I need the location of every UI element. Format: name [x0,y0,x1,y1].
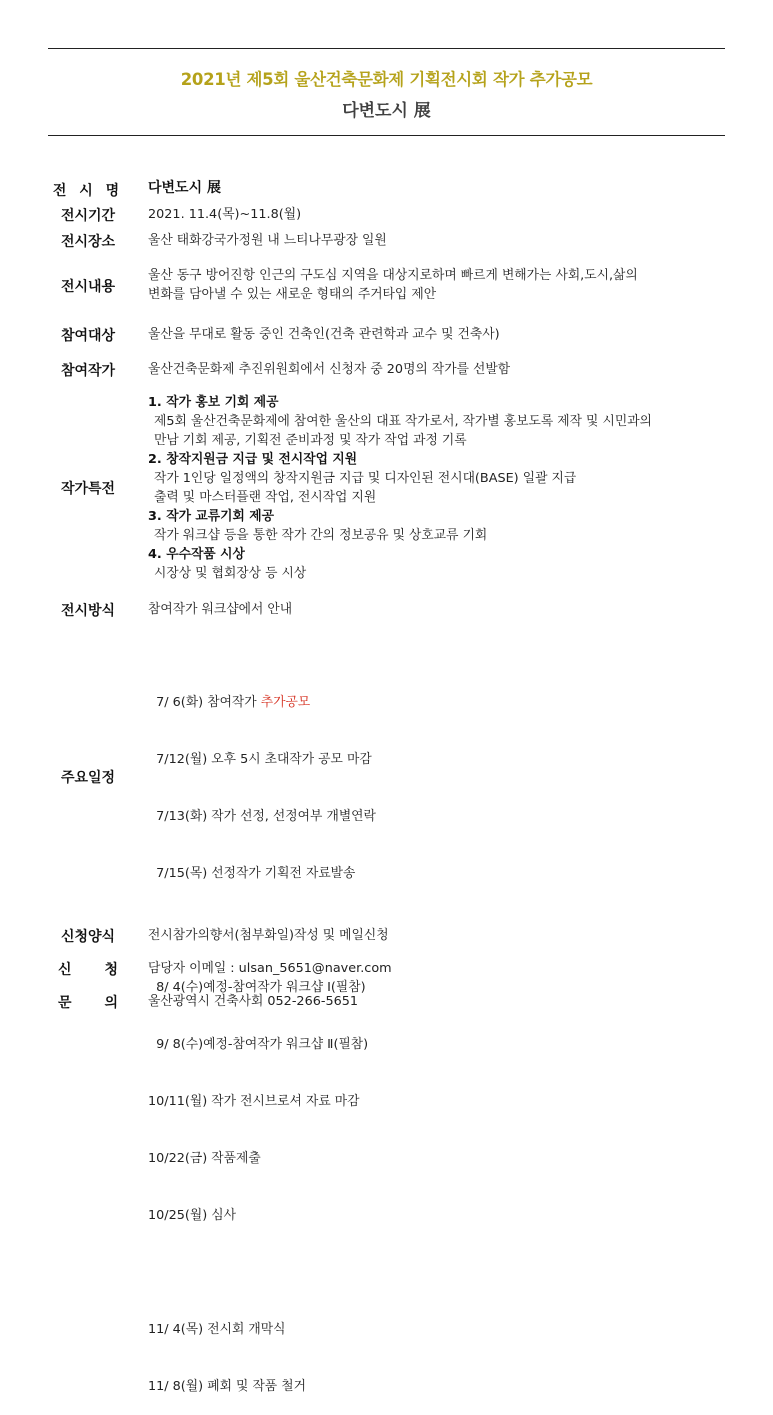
row-label-apply: 신 청 [58,962,118,978]
schedule-line: 7/15(목) 선정작가 기획전 자료발송 [148,866,356,881]
top-rule [48,48,725,49]
row-label-benefits: 작가특전 [60,481,116,497]
schedule-line: 7/ 6(화) 참여작가 추가공모 [148,695,311,710]
page-subtitle: 다변도시 展 [342,101,431,121]
page-title: 2021년 제5회 울산건축문화제 기획전시회 작가 추가공모 [180,70,593,89]
row-value-name: 다변도시 展 [148,180,221,196]
benefit-line: 시장상 및 협회장상 등 시상 [154,566,307,581]
benefit-title: 3. 작가 교류기회 제공 [148,509,275,524]
row-value-artists: 울산건축문화제 추진위원회에서 신청자 중 20명의 작가를 선발함 [148,362,511,377]
benefit-line: 작가 1인당 일정액의 창작지원금 지급 및 디자인된 전시대(BASE) 일괄 지급 [154,471,577,486]
benefit-title: 1. 작가 홍보 기회 제공 [148,395,279,410]
benefit-line: 출력 및 마스터플랜 작업, 전시작업 지원 [154,490,377,505]
row-label-inquiry: 문 의 [58,995,118,1011]
benefit-line: 작가 워크샵 등을 통한 작가 간의 정보공유 및 상호교류 기회 [154,528,488,543]
row-value-inquiry: 울산광역시 건축사회 052-266-5651 [148,994,359,1009]
schedule-line: 10/25(월) 심사 [148,1208,237,1223]
row-label-schedule: 주요일정 [60,770,116,786]
schedule-line: 10/11(월) 작가 전시브로셔 자료 마감 [148,1094,360,1109]
row-value-target: 울산을 무대로 활동 중인 건축인(건축 관련학과 교수 및 건축사) [148,327,500,342]
row-label-content: 전시내용 [60,279,116,295]
row-value-place: 울산 태화강국가정원 내 느티나무광장 일원 [148,233,387,248]
content-line: 변화를 담아낼 수 있는 새로운 형태의 주거타입 제안 [148,287,437,302]
schedule-line: 11/ 4(목) 전시회 개막식 [148,1322,286,1337]
row-label-period: 전시기간 [60,208,116,224]
row-label-target: 참여대상 [60,328,116,344]
benefit-title: 2. 창작지원금 지급 및 전시작업 지원 [148,452,358,467]
row-label-place: 전시장소 [60,234,116,250]
row-value-apply: 담당자 이메일 : ulsan_5651@naver.com [148,961,392,976]
schedule-highlight: 추가공모 [260,695,311,710]
row-label-method: 전시방식 [60,603,116,619]
row-value-content [148,266,638,304]
row-value-form: 전시참가의향서(첨부화일)작성 및 메일신청 [148,928,389,943]
row-value-period: 2021. 11.4(목)~11.8(월) [148,207,302,222]
row-label-name: 전 시 명 [52,183,124,199]
schedule-line: 8/ 4(수)예정-참여작가 워크샵 Ⅰ(필참) [148,980,366,995]
schedule-line: 9/ 8(수)예정-참여작가 워크샵 Ⅱ(필참) [148,1037,369,1052]
benefit-line: 제5회 울산건축문화제에 참여한 울산의 대표 작가로서, 작가별 홍보도록 제작 및 시민과의 [154,414,652,429]
schedule-line: 11/ 8(월) 폐회 및 작품 철거 [148,1379,306,1394]
header-bottom-rule [48,135,725,136]
schedule-line: 7/12(월) 오후 5시 초대작가 공모 마감 [148,752,372,767]
schedule-line [148,1263,376,1282]
row-label-form: 신청양식 [60,929,116,945]
row-label-artists: 참여작가 [60,363,116,379]
benefit-title: 4. 우수작품 시상 [148,547,245,562]
row-value-method: 참여작가 워크샵에서 안내 [148,602,293,617]
benefit-line: 만남 기회 제공, 기획전 준비과정 및 작가 작업 과정 기록 [154,433,467,448]
row-value-benefits [148,393,652,583]
row-value-schedule [148,655,376,1415]
schedule-line: 7/13(화) 작가 선정, 선정여부 개별연락 [148,809,376,824]
schedule-line: 10/22(금) 작품제출 [148,1151,261,1166]
content-line: 울산 동구 방어진항 인근의 구도심 지역을 대상지로하며 빠르게 변해가는 사회,도시,삶의 [148,268,638,283]
